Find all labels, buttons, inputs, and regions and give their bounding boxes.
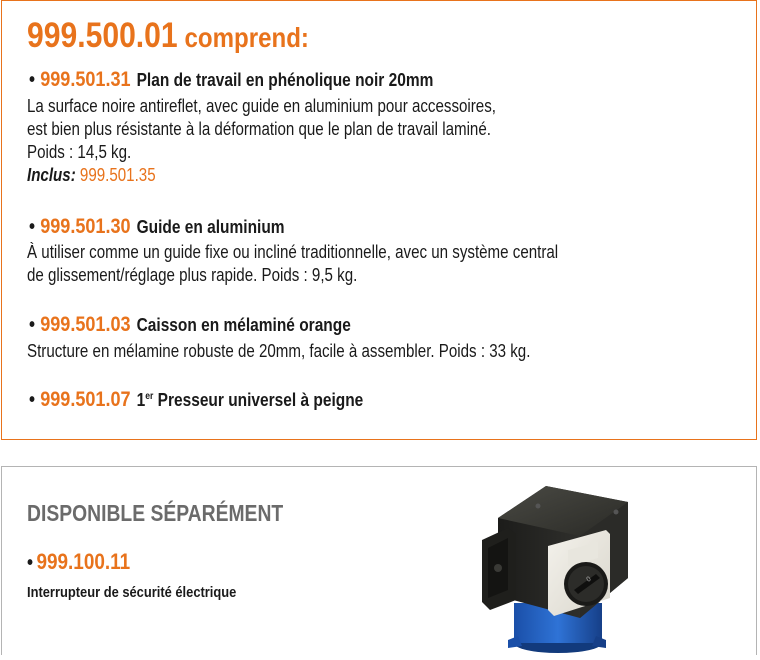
bullet: • (29, 216, 36, 238)
included-label: Inclus: (27, 165, 76, 185)
section-heading: DISPONIBLE SÉPARÉMENT (27, 500, 284, 526)
kit-code: 999.500.01 (27, 16, 178, 55)
ordinal-number: 1 (136, 390, 146, 410)
included-code: 999.501.35 (79, 165, 156, 185)
ordinal-suffix: er (145, 391, 154, 402)
description-line: de glissement/réglage plus rapide. Poids : 9,5 kg. (27, 265, 358, 285)
item-name: Guide en aluminium (136, 217, 285, 237)
description-line: est bien plus résistante à la déformation que le plan de travail laminé. (27, 119, 491, 139)
bullet: • (29, 389, 36, 411)
item-name-prefix (137, 390, 154, 410)
bullet: • (29, 69, 36, 91)
description-line: La surface noire antireflet, avec guide en aluminium pour accessoires, (27, 96, 496, 116)
list-item (29, 69, 499, 90)
item-description (27, 241, 659, 287)
description-line: À utiliser comme un guide fixe ou incliné traditionnelle, avec un système central (27, 242, 559, 262)
svg-text:0: 0 (585, 575, 593, 584)
item-code: 999.501.30 (40, 215, 131, 238)
item-name: Presseur universel à peigne (157, 390, 364, 410)
item-code: 999.501.07 (40, 388, 131, 411)
item-description (27, 340, 626, 363)
list-item (29, 389, 418, 410)
safety-switch-image (478, 478, 648, 660)
page-title (27, 18, 355, 53)
title-word: comprend: (184, 22, 309, 53)
bullet: • (27, 552, 34, 574)
description-line: Poids : 14,5 kg. (27, 142, 132, 162)
description-line: Structure en mélamine robuste de 20mm, facile à assembler. Poids : 33 kg. (27, 341, 531, 361)
item-name: Caisson en mélaminé orange (136, 315, 351, 335)
item-code: 999.501.03 (40, 313, 131, 336)
item-name: Plan de travail en phénolique noir 20mm (136, 70, 434, 90)
list-item (27, 551, 147, 573)
list-item (29, 314, 403, 335)
included-line (27, 164, 496, 187)
item-description: Interrupteur de sécurité électrique (27, 584, 237, 601)
item-description (27, 95, 585, 187)
bullet: • (29, 314, 36, 336)
item-code: 999.100.11 (36, 549, 131, 574)
item-code: 999.501.31 (40, 68, 131, 91)
list-item (29, 216, 326, 237)
